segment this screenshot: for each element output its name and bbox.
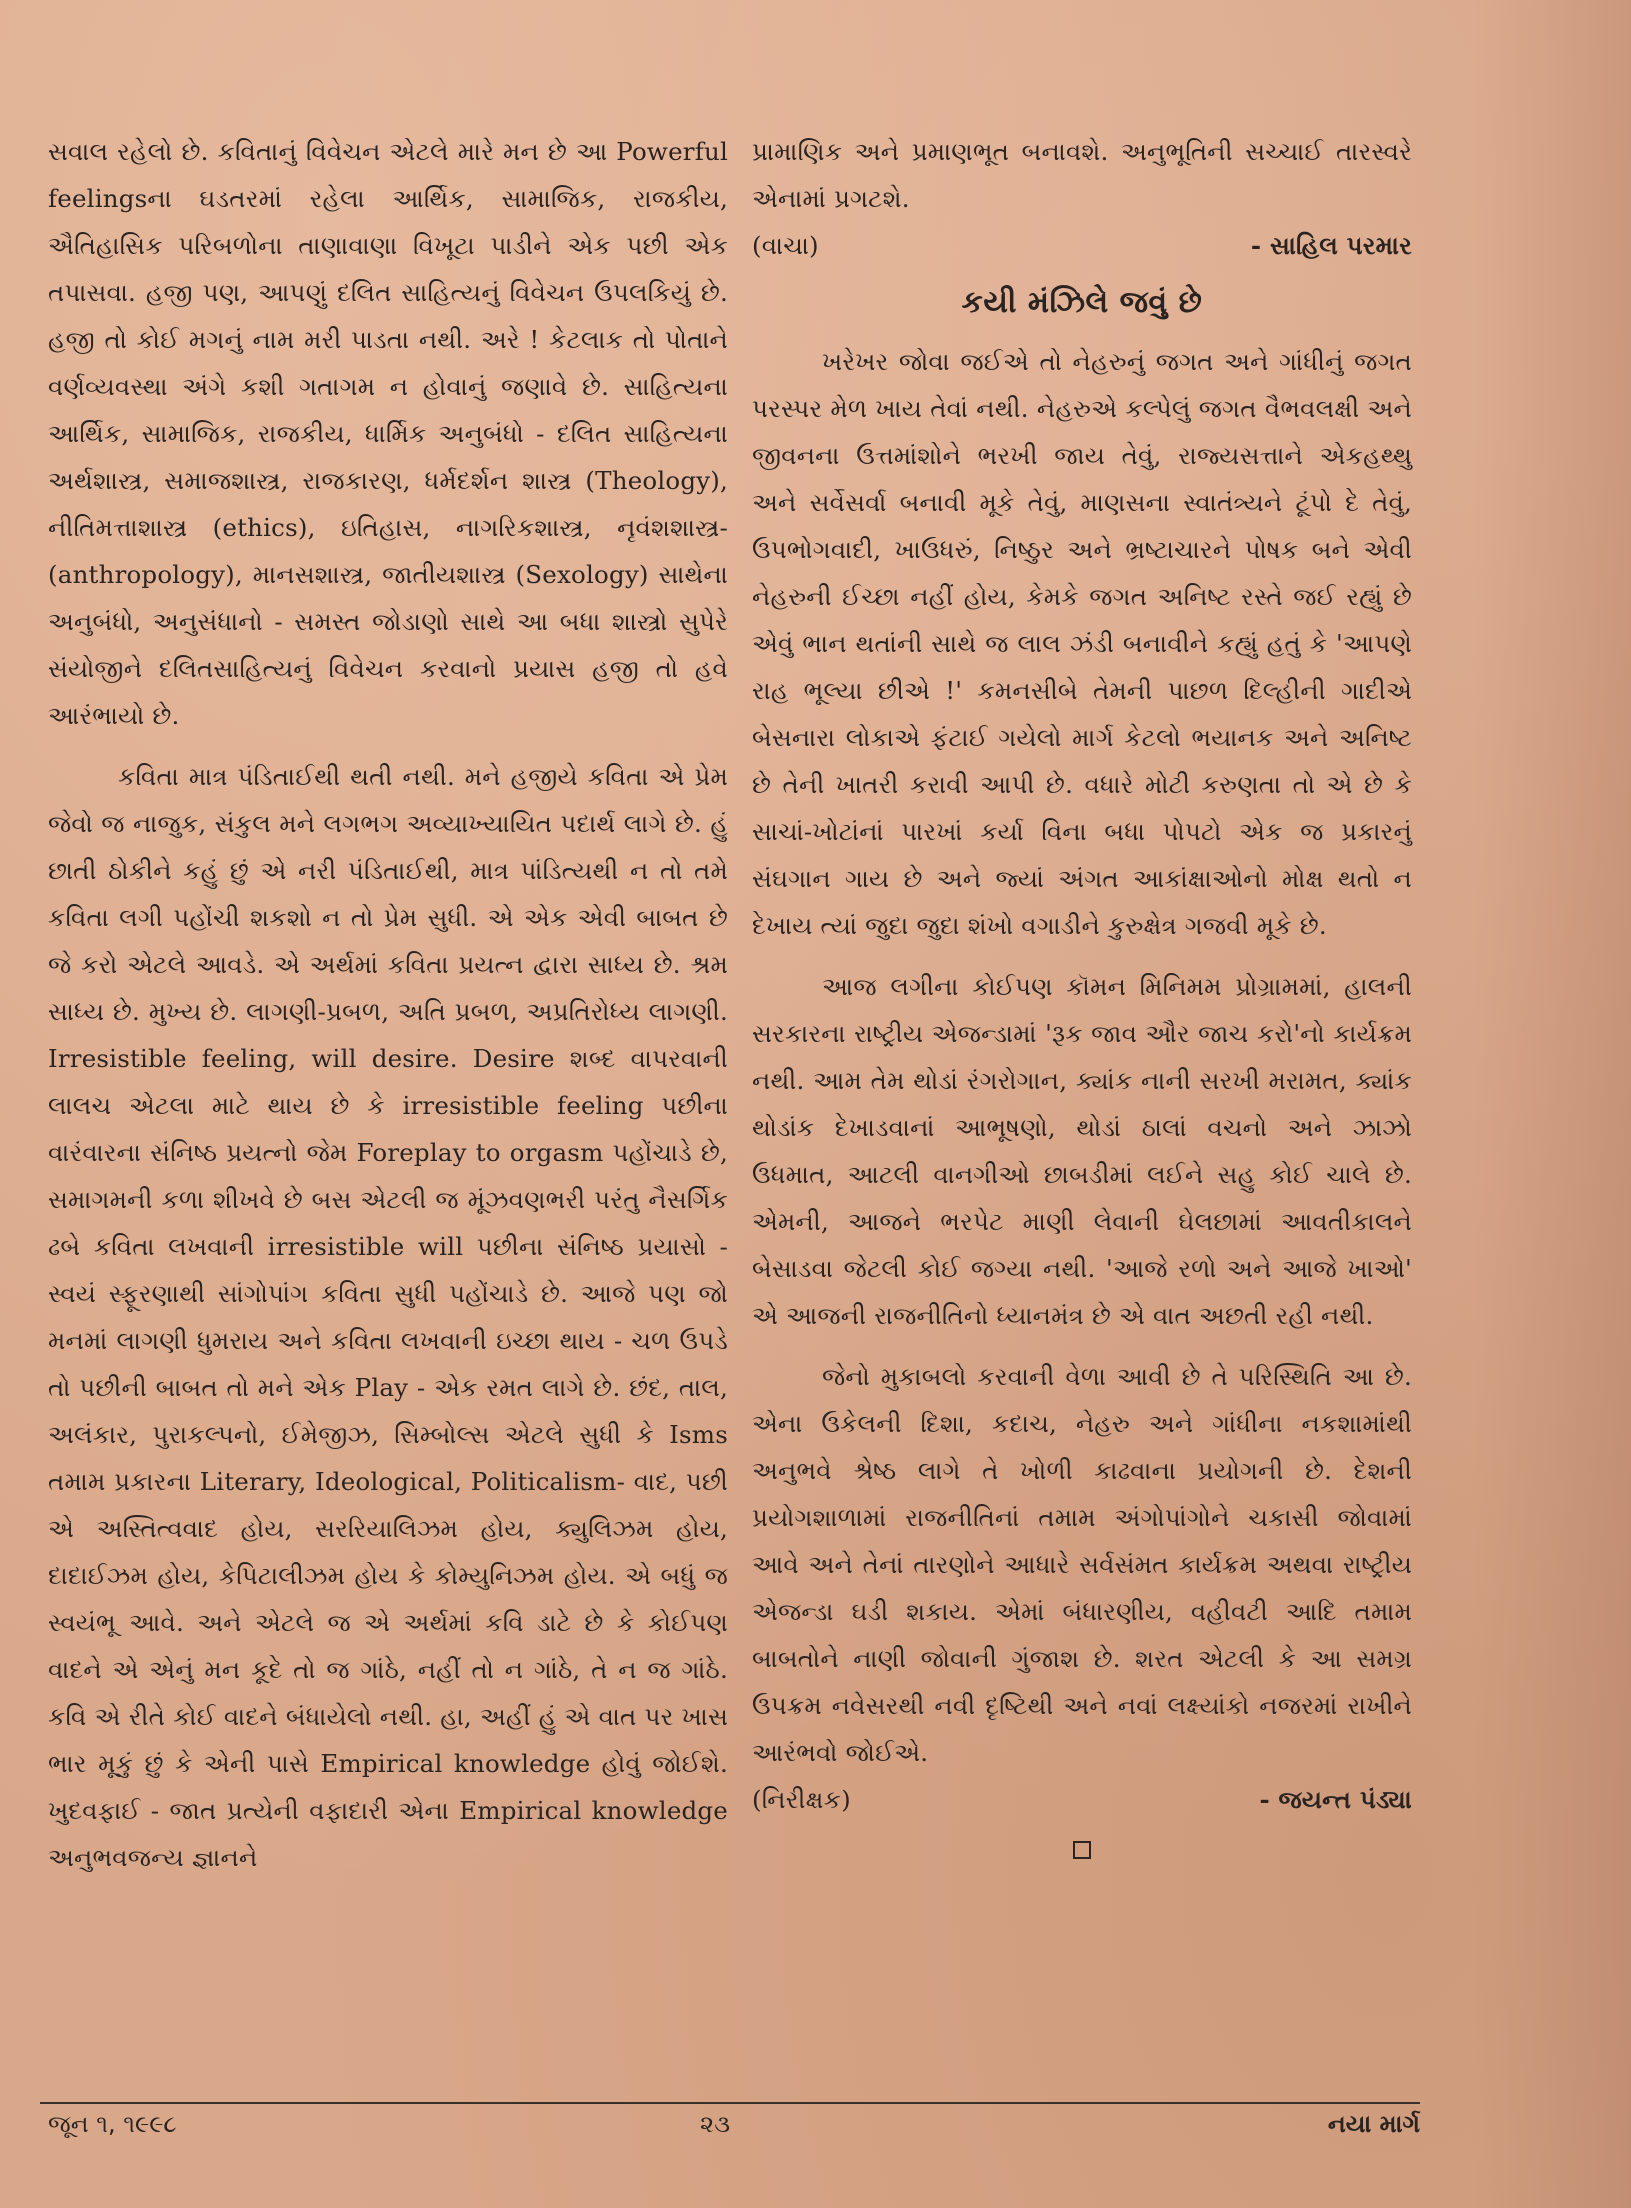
article-heading: કયી મંઝિલે જવું છે <box>961 285 1203 320</box>
footer-publication: નયા માર્ગ <box>1327 2110 1420 2138</box>
left-paragraph-2: કવિતા માત્ર પંડિતાઈથી થતી નથી. મને હજીયે કવિતા એ પ્રેમ જેવો જ નાજુક, સંકુલ મને લગભગ અવ્યાખ્યાયિત પદાર્થ લાગે છે. હું છાતી ઠોકીને કહું છું એ નરી પંડિતાઈથી, માત્ર પાંડિત્યથી ન તો તમે કવિતા લગી પહોંચી શકશો ન તો પ્રેમ સુધી. એ એક એવી બાબત છે જે કરો એટલે આવડે. એ અર્થમાં કવિતા પ્રયત્ન દ્વારા સાધ્ય છે. શ્રમ સાધ્ય છે. મુખ્ય છે. લાગણી-પ્રબળ, અતિ પ્રબળ, અપ્રતિરોધ્ય લાગણી. Irresistible feeling, will desire. Desire શબ્દ વાપરવાની લાલચ એટલા માટે થાય છે કે irresistible feeling પછીના વારંવારના સંનિષ્ઠ પ્રયત્નો જેમ Foreplay to orgasm પહોંચાડે છે, સમાગમની કળા શીખવે છે બસ એટલી જ મૂંઝવણભરી પરંતુ નૈસર્ગિક ઢબે કવિતા લખવાની irresistible will પછીના સંનિષ્ઠ પ્રયાસો - સ્વયં સ્ફૂરણાથી સાંગોપાંગ કવિતા સુધી પહોંચાડે છે. આજે પણ જો મનમાં લાગણી ધુમરાય અને કવિતા લખવાની ઇચ્છા થાય - ચળ ઉપડે તો પછીની બાબત તો મને એક Play - એક રમત લાગે છે. છંદ, તાલ, અલંકાર, પુરાકલ્પનો, ઈમેજીઝ, સિમ્બોલ્સ એટલે સુધી કે Isms તમામ પ્રકારના Literary, Ideological, Politicalism- વાદ, પછી એ અસ્તિત્વવાદ હોય, સરરિયાલિઝમ હોય, ક્યુલિઝમ હોય, દાદાઈઝમ હોય, કેપિટાલીઝમ હોય કે કોમ્યુનિઝમ હોય. એ બધું જ સ્વયંભૂ આવે. અને એટલે જ એ અર્થમાં કવિ ડાટે છે કે કોઈપણ વાદને એ એનું મન કૂદે તો જ ગાંઠે, નહીં તો ન ગાંઠે, તે ન જ ગાંઠે. કવિ એ રીતે કોઈ વાદને બંધાયેલો નથી. હા, અહીં હું એ વાત પર ખાસ ભાર મૂકું છું કે એની પાસે Empirical knowledge હોવું જોઈશે. ખુદવફાઈ - જાત પ્રત્યેની વફાદારી એના Empirical knowledge અનુભવજન્ય જ્ઞાનને <box>48 762 728 1872</box>
author-name-2: - જયન્ત પંડ્યા <box>1259 1785 1412 1814</box>
paragraph-gap <box>752 1339 1412 1353</box>
page-spine-shadow <box>1471 0 1631 2208</box>
right-paragraph-2: ખરેખર જોવા જઈએ તો નેહરુનું જગત અને ગાંધીનું જગત પરસ્પર મેળ ખાય તેવાં નથી. નેહરુએ કલ્પેલું જગત વૈભવલક્ષી અને જીવનના ઉત્તમાંશોને ભરખી જાય તેવું, રાજ્યસત્તાને એકહથ્થુ અને સર્વેસર્વા બનાવી મૂકે તેવું, માણસના સ્વાતંત્ર્યને ટૂંપો દે તેવું, ઉપભોગવાદી, ખાઉધરું, નિષ્ઠુર અને ભ્રષ્ટાચારને પોષક બને એવી નેહરુની ઈચ્છા નહીં હોય, કેમકે જગત અનિષ્ટ રસ્તે જઈ રહ્યું છે એવું ભાન થતાંની સાથે જ લાલ ઝંડી બનાવીને કહ્યું હતું કે 'આપણે રાહ ભૂલ્યા છીએ !' કમનસીબે તેમની પાછળ દિલ્હીની ગાદીએ બેસનારા લોકાએ ફંટાઈ ગયેલો માર્ગ કેટલો ભયાનક અને અનિષ્ટ છે તેની ખાતરી કરાવી આપી છે. વધારે મોટી કરુણતા તો એ છે કે સાચાં-ખોટાંનાં પારખાં કર્યા વિના બધા પોપટો એક જ પ્રકારનું સંઘગાન ગાય છે અને જ્યાં અંગત આકાંક્ષાઓનો મોક્ષ થતો ન દેખાય ત્યાં જુદા જુદા શંખો વગાડીને કુરુક્ષેત્ર ગજવી મૂકે છે. <box>752 347 1412 940</box>
paragraph-gap <box>752 949 1412 963</box>
author-name-1: - સાહિલ પરમાર <box>1250 231 1412 260</box>
paragraph-gap <box>48 739 728 753</box>
source-label-2: (નિરીક્ષક) <box>752 1785 851 1814</box>
footer-divider <box>40 2102 1420 2104</box>
page-footer <box>40 2110 1420 2150</box>
end-of-article-box-icon <box>1073 1841 1091 1859</box>
byline-1 <box>752 222 1412 269</box>
right-paragraph-3: આજ લગીના કોઈપણ કૉમન મિનિમમ પ્રોગ્રામમાં, હાલની સરકારના રાષ્ટ્રીય એજન્ડામાં 'રૂક જાવ ઔર જાચ કરો'નો કાર્યક્રમ નથી. આમ તેમ થોડાં રંગરોગાન, ક્યાંક નાની સરખી મરામત, ક્યાંક થોડાંક દેખાડવાનાં આભૂષણો, થોડાં ઠાલાં વચનો અને ઝાઝો ઉધમાત, આટલી વાનગીઓ છાબડીમાં લઈને સહુ કોઈ ચાલે છે. એમની, આજને ભરપેટ માણી લેવાની ઘેલછામાં આવતીકાલને બેસાડવા જેટલી કોઈ જગ્યા નથી. 'આજે રળો અને આજે ખાઓ' એ આજની રાજનીતિનો ધ્યાનમંત્ર છે એ વાત અછતી રહી નથી. <box>752 972 1412 1330</box>
left-column <box>48 128 728 1881</box>
right-paragraph-4: જેનો મુકાબલો કરવાની વેળા આવી છે તે પરિસ્થિતિ આ છે. એના ઉકેલની દિશા, કદાચ, નેહરુ અને ગાંધીના નકશામાંથી અનુભવે શ્રેષ્ઠ લાગે તે ખોળી કાઢવાના પ્રયોગની છે. દેશની પ્રયોગશાળામાં રાજનીતિનાં તમામ અંગોપાંગોને ચકાસી જોવામાં આવે અને તેનાં તારણોને આધારે સર્વસંમત કાર્યક્રમ અથવા રાષ્ટ્રીય એજન્ડા ઘડી શકાય. એમાં બંધારણીય, વહીવટી આદિ તમામ બાબતોને નાણી જોવાની ગુંજાશ છે. શરત એટલી કે આ સમગ્ર ઉપક્રમ નવેસરથી નવી દૃષ્ટિથી અને નવાં લક્ષ્યાંકો નજરમાં રાખીને આરંભવો જોઈએ. <box>752 1362 1412 1767</box>
right-column <box>752 128 1412 1859</box>
left-paragraph-1: સવાલ રહેલો છે. કવિતાનું વિવેચન એટલે મારે મન છે આ Powerful feelingsના ઘડતરમાં રહેલા આર્થિક, સામાજિક, રાજકીય, ઐતિહાસિક પરિબળોના તાણાવાણા વિખૂટા પાડીને એક પછી એક તપાસવા. હજી પણ, આપણું દલિત સાહિત્યનું વિવેચન ઉપલકિયું છે. હજી તો કોઈ મગનું નામ મરી પાડતા નથી. અરે ! કેટલાક તો પોતાને વર્ણવ્યવસ્થા અંગે કશી ગતાગમ ન હોવાનું જણાવે છે. સાહિત્યના આર્થિક, સામાજિક, રાજકીય, ધાર્મિક અનુબંધો - દલિત સાહિત્યના અર્થશાસ્ત્ર, સમાજશાસ્ત્ર, રાજકારણ, ધર્મદર્શન શાસ્ત્ર (Theology), નીતિમત્તાશાસ્ત્ર (ethics), ઇતિહાસ, નાગરિકશાસ્ત્ર, નૃવંશશાસ્ત્ર-(anthropology), માનસશાસ્ત્ર, જાતીયશાસ્ત્ર (Sexology) સાથેના અનુબંધો, અનુસંધાનો - સમસ્ત જોડાણો સાથે આ બધા શાસ્ત્રો સુપેરે સંયોજીને દલિતસાહિત્યનું વિવેચન કરવાનો પ્રયાસ હજી તો હવે આરંભાયો છે. <box>48 137 728 730</box>
footer-page-number: ૨૩ <box>700 2110 731 2138</box>
footer-date: જૂન ૧, ૧૯૯૮ <box>48 2110 177 2138</box>
source-label-1: (વાચા) <box>752 231 819 260</box>
right-paragraph-1: પ્રામાણિક અને પ્રમાણભૂત બનાવશે. અનુભૂતિની સચ્ચાઈ તારસ્વરે એનામાં પ્રગટશે. <box>752 137 1412 213</box>
byline-2 <box>752 1776 1412 1823</box>
